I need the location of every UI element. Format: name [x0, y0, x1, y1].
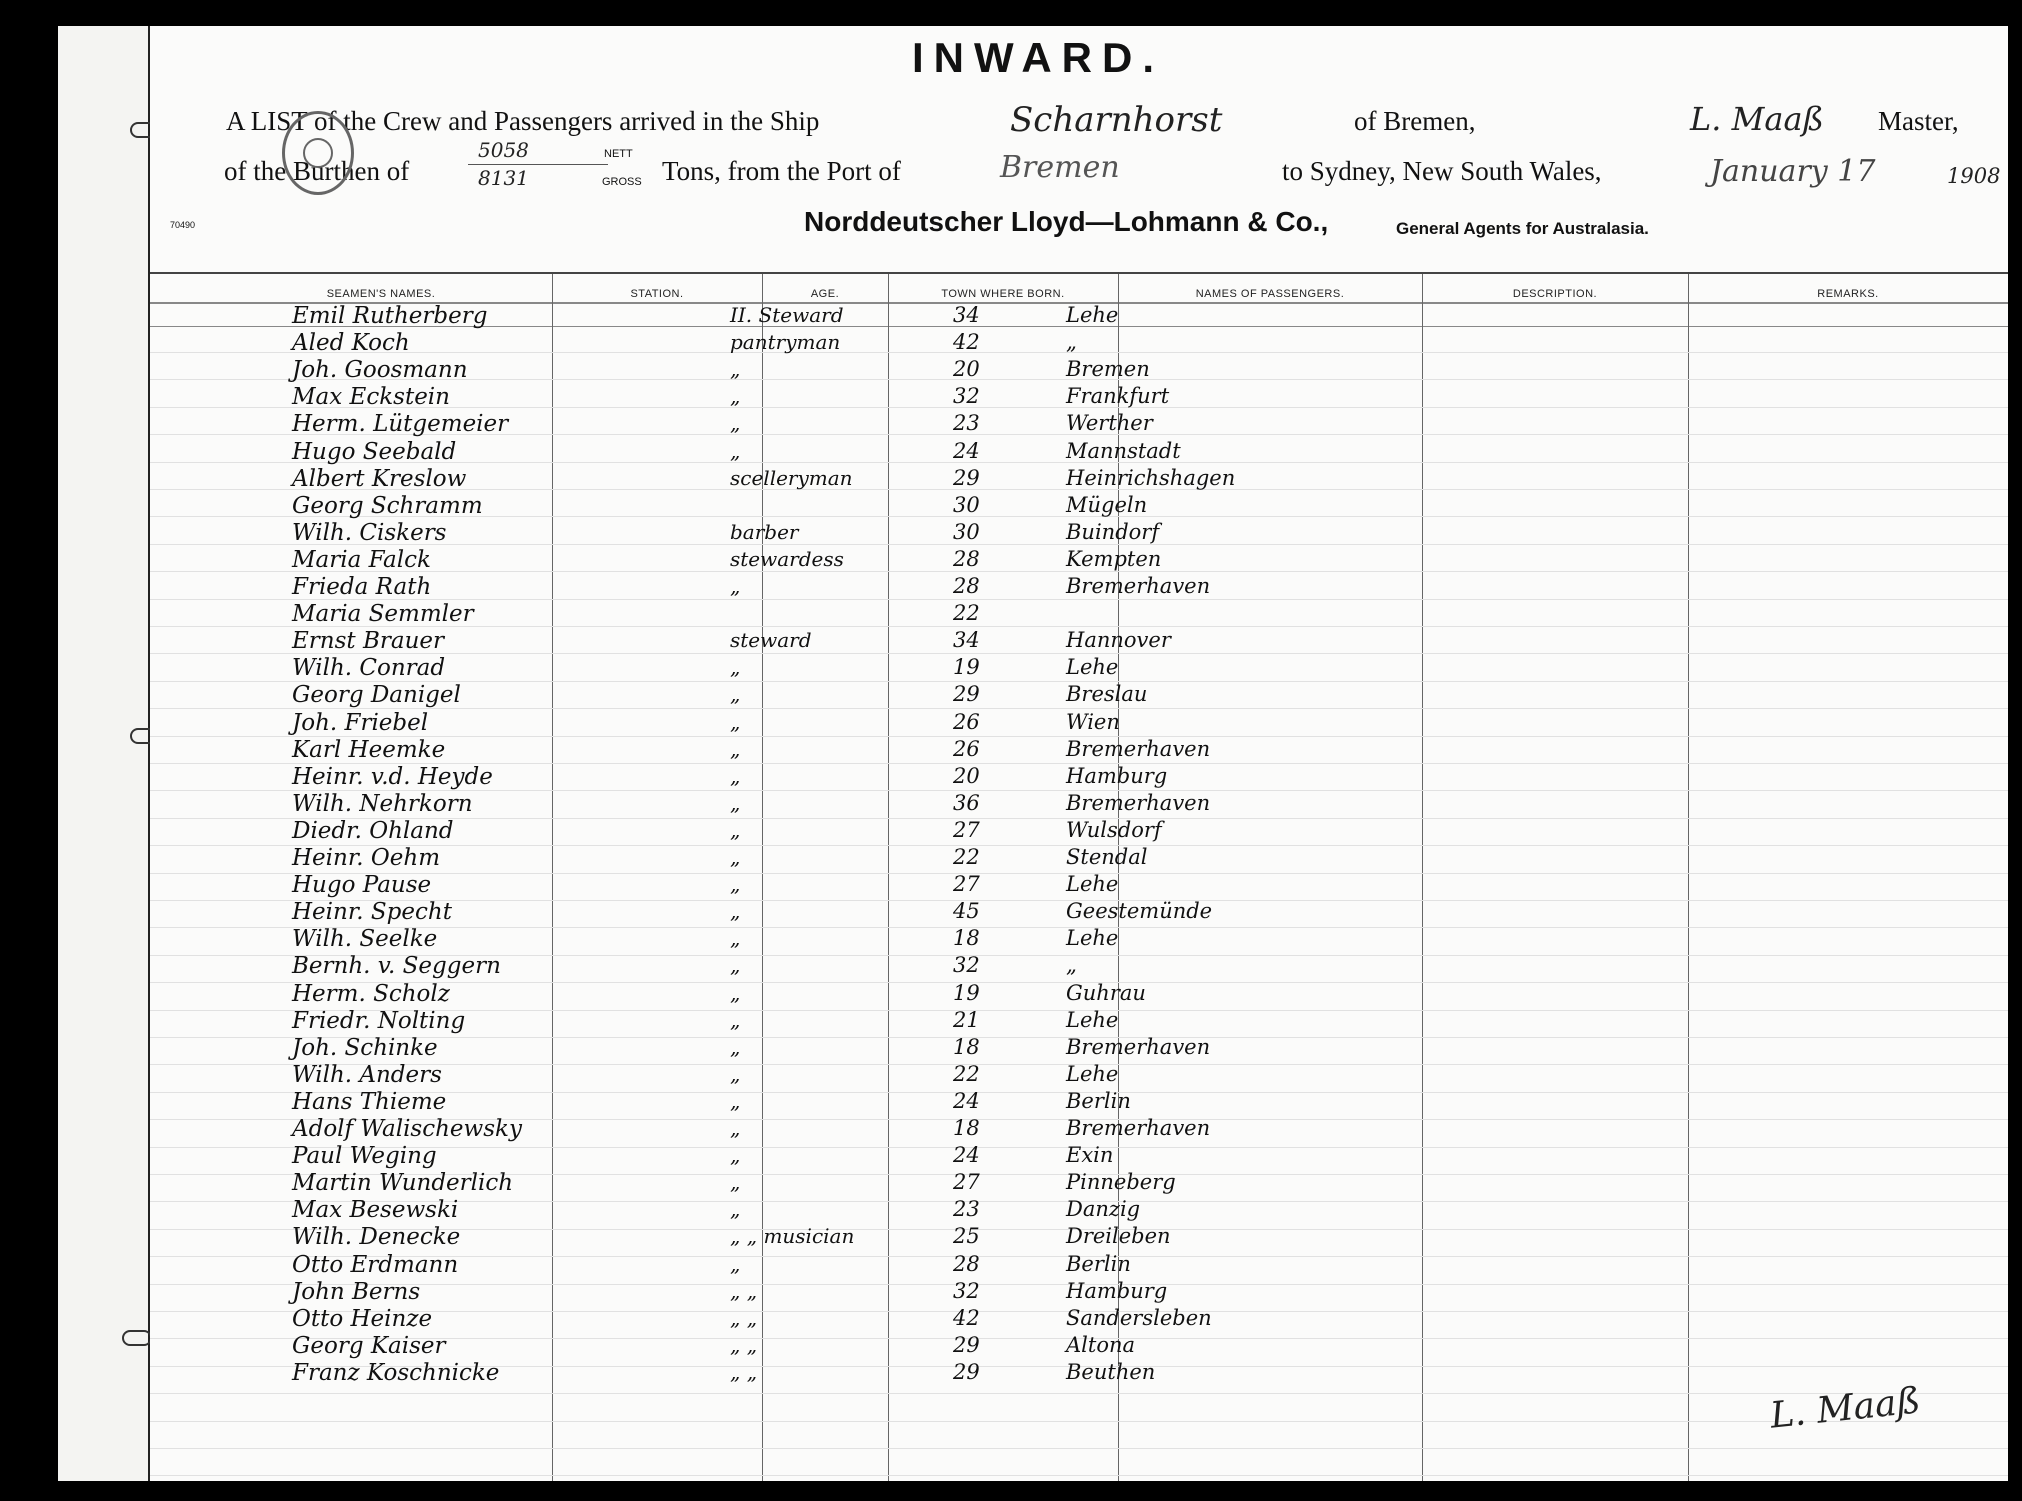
- crew-row: [150, 1306, 2008, 1333]
- crew-name: Wilh. Denecke: [292, 1224, 461, 1250]
- crew-age: 18: [953, 926, 980, 950]
- crew-name: Bernh. v. Seggern: [292, 953, 501, 979]
- crew-age: 24: [953, 439, 980, 463]
- crew-station: steward: [730, 628, 812, 652]
- crew-age: 25: [953, 1224, 980, 1248]
- crew-town-born: Lehe: [1066, 655, 1119, 679]
- crew-age: 36: [953, 791, 980, 815]
- crew-town-born: Wien: [1066, 710, 1120, 734]
- crew-town-born: Bremerhaven: [1066, 574, 1211, 598]
- crew-age: 34: [953, 303, 980, 327]
- col-remarks: REMARKS.: [1817, 288, 1879, 300]
- crew-name: Max Eckstein: [292, 384, 450, 410]
- crew-age: 23: [953, 1197, 980, 1221]
- crew-town-born: Berlin: [1066, 1089, 1131, 1113]
- crew-station: stewardess: [730, 547, 844, 571]
- crew-town-born: Mügeln: [1066, 493, 1148, 517]
- crew-row: [150, 493, 2008, 520]
- arrival-date: January 17: [1710, 154, 1876, 189]
- crew-age: 21: [953, 1008, 980, 1032]
- crew-town-born: Bremerhaven: [1066, 1116, 1211, 1140]
- crew-age: 26: [953, 710, 980, 734]
- crew-age: 29: [953, 682, 980, 706]
- crew-station: „: [730, 411, 741, 435]
- crew-age: 30: [953, 520, 980, 544]
- crew-row: [150, 1035, 2008, 1062]
- crew-name: Diedr. Ohland: [292, 818, 454, 844]
- crew-name: Maria Falck: [292, 547, 431, 573]
- crew-age: 45: [953, 899, 980, 923]
- crew-station: „: [730, 1170, 741, 1194]
- crew-name: Joh. Friebel: [292, 710, 429, 736]
- crew-station: „: [730, 439, 741, 463]
- crew-row: [150, 303, 2008, 330]
- crew-age: 22: [953, 845, 980, 869]
- crew-town-born: Lehe: [1066, 1008, 1119, 1032]
- crew-station: „: [730, 1116, 741, 1140]
- crew-station: „: [730, 710, 741, 734]
- crew-name: Hugo Pause: [292, 872, 432, 898]
- crew-name: Hans Thieme: [292, 1089, 447, 1115]
- crew-row: [150, 791, 2008, 818]
- crew-town-born: Werther: [1066, 411, 1153, 435]
- crew-station: „: [730, 1197, 741, 1221]
- crew-town-born: Altona: [1066, 1333, 1136, 1357]
- crew-name: Heinr. v.d. Heyde: [292, 764, 493, 790]
- crew-row: [150, 1252, 2008, 1279]
- crew-town-born: Danzig: [1066, 1197, 1141, 1221]
- crew-town-born: Frankfurt: [1066, 384, 1170, 408]
- manifest-page: [150, 26, 2008, 1481]
- nett-label: NETT: [604, 148, 633, 160]
- crew-name: Hugo Seebald: [292, 439, 457, 465]
- binder-ring: [122, 1330, 152, 1346]
- crew-station: „: [730, 872, 741, 896]
- master-signature: L. Maaß: [1768, 1380, 1923, 1437]
- crew-station: II. Steward: [730, 303, 844, 327]
- crew-row: [150, 547, 2008, 574]
- crew-town-born: Bremerhaven: [1066, 737, 1211, 761]
- col-seamen-names: SEAMEN'S NAMES.: [326, 288, 436, 300]
- crew-station: „ „: [730, 1279, 758, 1303]
- crew-town-born: Lehe: [1066, 872, 1119, 896]
- crew-name: Wilh. Anders: [292, 1062, 442, 1088]
- nett-value: 5058: [478, 138, 529, 162]
- crew-name: Paul Weging: [292, 1143, 437, 1169]
- crew-station: „: [730, 1143, 741, 1167]
- crew-row: [150, 737, 2008, 764]
- crew-age: 27: [953, 818, 980, 842]
- crew-name: Georg Kaiser: [292, 1333, 446, 1359]
- crew-row: [150, 953, 2008, 980]
- crew-town-born: Exin: [1066, 1143, 1114, 1167]
- crew-name: Maria Semmler: [292, 601, 474, 627]
- crew-row: [150, 1224, 2008, 1251]
- crew-age: 19: [953, 655, 980, 679]
- crew-town-born: Mannstadt: [1066, 439, 1181, 463]
- crew-name: John Berns: [292, 1279, 421, 1305]
- ruled-line: [150, 1421, 2008, 1422]
- of-port: of Bremen,: [1354, 106, 1476, 136]
- crew-town-born: Sandersleben: [1066, 1306, 1212, 1330]
- crew-name: Frieda Rath: [292, 574, 432, 600]
- gross-label: GROSS: [602, 176, 642, 188]
- crew-station: „: [730, 764, 741, 788]
- crew-row: [150, 764, 2008, 791]
- crew-row: [150, 628, 2008, 655]
- crew-station: „: [730, 574, 741, 598]
- crew-station: „ „ musician: [730, 1224, 855, 1248]
- crew-name: Ernst Brauer: [292, 628, 444, 654]
- crew-name: Georg Schramm: [292, 493, 483, 519]
- crew-name: Martin Wunderlich: [292, 1170, 514, 1196]
- col-age: AGE.: [810, 288, 840, 300]
- crew-age: 27: [953, 872, 980, 896]
- crew-row: [150, 1197, 2008, 1224]
- ruled-line: [150, 1393, 2008, 1394]
- crew-row: [150, 1089, 2008, 1116]
- crew-row: [150, 1008, 2008, 1035]
- crew-station: „: [730, 899, 741, 923]
- crew-age: 29: [953, 1360, 980, 1384]
- crew-age: 24: [953, 1143, 980, 1167]
- crew-age: 42: [953, 1306, 980, 1330]
- crew-station: scelleryman: [730, 466, 853, 490]
- list-prefix: A LIST of the Crew and Passengers arrived in the Ship: [226, 106, 820, 136]
- crew-town-born: Wulsdorf: [1066, 818, 1162, 842]
- crew-station: „: [730, 953, 741, 977]
- crew-row: [150, 330, 2008, 357]
- crew-row: [150, 899, 2008, 926]
- binder-edge: [58, 26, 150, 1481]
- crew-name: Herm. Lütgemeier: [292, 411, 509, 437]
- agents-role: General Agents for Australasia.: [1396, 219, 1649, 238]
- crew-row: [150, 384, 2008, 411]
- crew-town-born: Guhrau: [1066, 981, 1146, 1005]
- crew-station: „: [730, 1252, 741, 1276]
- crew-station: „: [730, 682, 741, 706]
- crew-row: [150, 1333, 2008, 1360]
- crew-age: 32: [953, 1279, 980, 1303]
- crew-station: „ „: [730, 1360, 758, 1384]
- crew-row: [150, 357, 2008, 384]
- crew-age: 28: [953, 1252, 980, 1276]
- crew-town-born: Bremerhaven: [1066, 1035, 1211, 1059]
- crew-row: [150, 655, 2008, 682]
- consulate-stamp: [282, 111, 354, 195]
- crew-town-born: Kempten: [1066, 547, 1162, 571]
- ruled-line: [150, 1475, 2008, 1476]
- crew-station: „: [730, 1089, 741, 1113]
- crew-name: Otto Erdmann: [292, 1252, 459, 1278]
- gross-value: 8131: [478, 166, 529, 190]
- crew-age: 26: [953, 737, 980, 761]
- burthen-prefix: of the Burthen of: [224, 156, 410, 186]
- crew-age: 22: [953, 1062, 980, 1086]
- crew-row: [150, 1116, 2008, 1143]
- crew-age: 42: [953, 330, 980, 354]
- crew-station: „: [730, 791, 741, 815]
- crew-town-born: Lehe: [1066, 1062, 1119, 1086]
- crew-row: [150, 601, 2008, 628]
- tons-from: Tons, from the Port of: [662, 156, 901, 186]
- crew-name: Wilh. Ciskers: [292, 520, 447, 546]
- crew-age: 23: [953, 411, 980, 435]
- crew-town-born: Lehe: [1066, 926, 1119, 950]
- crew-name: Adolf Walischewsky: [292, 1116, 522, 1142]
- agents-company: Norddeutscher Lloyd—Lohmann & Co.,: [804, 206, 1329, 237]
- crew-age: 32: [953, 953, 980, 977]
- crew-name: Otto Heinze: [292, 1306, 433, 1332]
- col-station: STATION.: [630, 288, 684, 300]
- crew-age: 18: [953, 1116, 980, 1140]
- crew-row: [150, 845, 2008, 872]
- crew-name: Emil Rutherberg: [292, 303, 488, 329]
- crew-station: „: [730, 845, 741, 869]
- crew-name: Max Besewski: [292, 1197, 459, 1223]
- crew-row: [150, 1143, 2008, 1170]
- crew-row: [150, 411, 2008, 438]
- crew-row: [150, 710, 2008, 737]
- table-top-rule: [150, 272, 2008, 274]
- from-port: Bremen: [1000, 150, 1120, 185]
- col-passenger-names: NAMES OF PASSENGERS.: [1195, 288, 1345, 300]
- page-title: INWARD.: [912, 34, 1164, 81]
- crew-age: 32: [953, 384, 980, 408]
- crew-row: [150, 466, 2008, 493]
- crew-age: 27: [953, 1170, 980, 1194]
- crew-town-born: Stendal: [1066, 845, 1148, 869]
- crew-name: Albert Kreslow: [292, 466, 467, 492]
- crew-age: 29: [953, 1333, 980, 1357]
- crew-town-born: Hannover: [1066, 628, 1171, 652]
- form-number: 70490: [170, 220, 196, 230]
- crew-station: „: [730, 981, 741, 1005]
- crew-age: 34: [953, 628, 980, 652]
- crew-station: „: [730, 655, 741, 679]
- crew-station: „ „: [730, 1333, 758, 1357]
- crew-row: [150, 520, 2008, 547]
- crew-age: 28: [953, 547, 980, 571]
- crew-station: „: [730, 384, 741, 408]
- crew-town-born: Dreileben: [1066, 1224, 1171, 1248]
- crew-name: Aled Koch: [292, 330, 410, 356]
- crew-town-born: Buindorf: [1066, 520, 1160, 544]
- crew-name: Joh. Schinke: [292, 1035, 438, 1061]
- crew-town-born: „: [1066, 330, 1077, 354]
- crew-town-born: Geestemünde: [1066, 899, 1213, 923]
- crew-town-born: Heinrichshagen: [1066, 466, 1236, 490]
- col-town-born: TOWN WHERE BORN.: [941, 288, 1065, 300]
- crew-row: [150, 926, 2008, 953]
- crew-age: 20: [953, 357, 980, 381]
- crew-station: barber: [730, 520, 799, 544]
- crew-row: [150, 574, 2008, 601]
- crew-age: 19: [953, 981, 980, 1005]
- crew-name: Karl Heemke: [292, 737, 446, 763]
- crew-name: Wilh. Conrad: [292, 655, 446, 681]
- col-description: DESCRIPTION.: [1512, 288, 1598, 300]
- crew-station: „: [730, 357, 741, 381]
- crew-town-born: Breslau: [1066, 682, 1148, 706]
- crew-name: Heinr. Specht: [292, 899, 452, 925]
- crew-row: [150, 981, 2008, 1008]
- crew-row: [150, 1360, 2008, 1387]
- crew-town-born: Bremerhaven: [1066, 791, 1211, 815]
- crew-station: „: [730, 1008, 741, 1032]
- crew-row: [150, 1062, 2008, 1089]
- crew-town-born: Beuthen: [1066, 1360, 1156, 1384]
- crew-age: 28: [953, 574, 980, 598]
- crew-name: Heinr. Oehm: [292, 845, 441, 871]
- crew-name: Georg Danigel: [292, 682, 461, 708]
- to-sydney: to Sydney, New South Wales,: [1282, 156, 1602, 186]
- crew-row: [150, 872, 2008, 899]
- crew-station: „: [730, 1062, 741, 1086]
- crew-town-born: Hamburg: [1066, 764, 1168, 788]
- crew-town-born: „: [1066, 953, 1077, 977]
- crew-age: 29: [953, 466, 980, 490]
- crew-age: 18: [953, 1035, 980, 1059]
- tons-rule: [468, 164, 608, 165]
- crew-name: Joh. Goosmann: [292, 357, 468, 383]
- crew-name: Wilh. Seelke: [292, 926, 438, 952]
- crew-station: „ „: [730, 1306, 758, 1330]
- crew-town-born: Pinneberg: [1066, 1170, 1176, 1194]
- crew-age: 24: [953, 1089, 980, 1113]
- crew-name: Franz Koschnicke: [292, 1360, 500, 1386]
- crew-row: [150, 439, 2008, 466]
- ruled-line: [150, 1448, 2008, 1449]
- crew-station: „: [730, 1035, 741, 1059]
- crew-town-born: Hamburg: [1066, 1279, 1168, 1303]
- ship-name: Scharnhorst: [1010, 100, 1223, 140]
- crew-town-born: Lehe: [1066, 303, 1119, 327]
- crew-age: 30: [953, 493, 980, 517]
- master-label: Master,: [1878, 106, 1959, 136]
- crew-age: 22: [953, 601, 980, 625]
- master-name: L. Maaß: [1690, 100, 1824, 138]
- year: 1908: [1947, 164, 2001, 188]
- crew-name: Wilh. Nehrkorn: [292, 791, 473, 817]
- crew-row: [150, 1170, 2008, 1197]
- crew-station: „: [730, 926, 741, 950]
- crew-name: Friedr. Nolting: [292, 1008, 466, 1034]
- crew-station: „: [730, 737, 741, 761]
- crew-row: [150, 818, 2008, 845]
- crew-town-born: Bremen: [1066, 357, 1150, 381]
- crew-name: Herm. Scholz: [292, 981, 450, 1007]
- crew-age: 20: [953, 764, 980, 788]
- crew-row: [150, 682, 2008, 709]
- crew-town-born: Berlin: [1066, 1252, 1131, 1276]
- crew-row: [150, 1279, 2008, 1306]
- crew-station: „: [730, 818, 741, 842]
- crew-station: pantryman: [730, 330, 841, 354]
